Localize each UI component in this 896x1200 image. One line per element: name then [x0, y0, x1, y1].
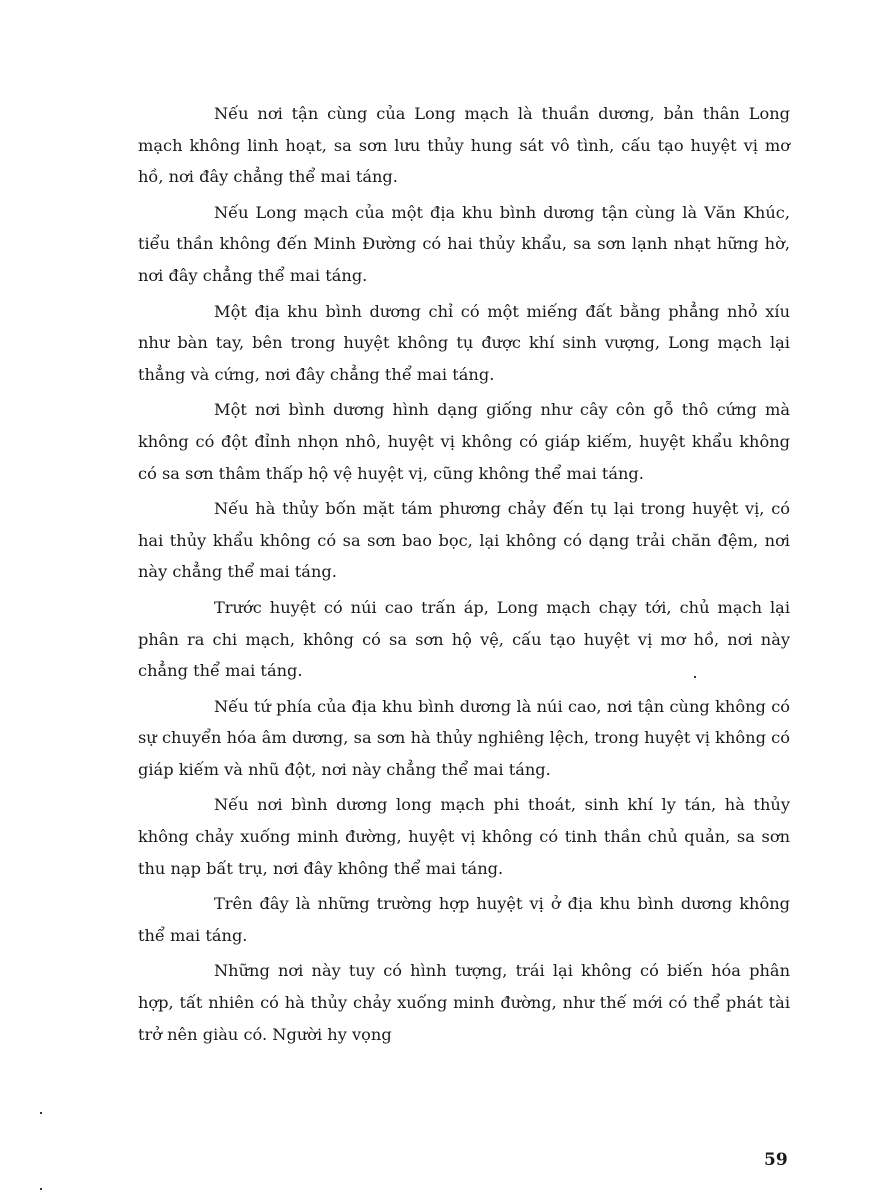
paragraph: Một địa khu bình dương chỉ có một miếng đất bằng phẳng nhỏ xíu như bàn tay, bên trong huyệt không tụ được khí sinh vượng, Long mạch lại thẳng và cứng, nơi đây chẳng thể mai táng. — [138, 301, 790, 384]
paragraph: Trước huyệt có núi cao trấn áp, Long mạch chạy tới, chủ mạch lại phân ra chi mạch, không có sa sơn hộ vệ, cấu tạo huyệt vị mơ hồ, nơi này chẳng thể mai táng. — [138, 597, 790, 681]
page-number: 59 — [764, 1150, 788, 1170]
paragraph: Nếu nơi tận cùng của Long mạch là thuần dương, bản thân Long mạch không linh hoạt, sa sơn lưu thủy hung sát vô tình, cấu tạo huyệt vị mơ hồ, nơi đây chẳng thể mai táng. — [138, 104, 790, 187]
paragraph: Trên đây là những trường hợp huyệt vị ở địa khu bình dương không thể mai táng. — [138, 894, 790, 945]
scan-speck — [40, 1188, 42, 1190]
paragraph: Một nơi bình dương hình dạng giống như cây côn gỗ thô cứng mà không có đột đỉnh nhọn nhô, huyệt vị không có giáp kiếm, huyệt khẩu không có sa sơn thâm thấp hộ vệ huyệt vị, cũng không thể mai táng. — [138, 400, 790, 483]
scan-speck — [694, 676, 696, 678]
paragraph: Nếu hà thủy bốn mặt tám phương chảy đến tụ lại trong huyệt vị, có hai thủy khẩu không có sa sơn bao bọc, lại không có dạng trải chăn đệm, nơi này chẳng thể mai táng. — [138, 499, 790, 582]
scan-speck — [40, 1112, 42, 1114]
paragraph: Nếu Long mạch của một địa khu bình dương tận cùng là Văn Khúc, tiểu thần không đến Minh Đường có hai thủy khẩu, sa sơn lạnh nhạt hững hờ, nơi đây chẳng thể mai táng. — [138, 202, 790, 285]
paragraph: Những nơi này tuy có hình tượng, trái lại không có biến hóa phân hợp, tất nhiên có hà thủy chảy xuống minh đường, như thế mới có thể phát tài trở nên giàu có. Người hy vọng — [138, 961, 790, 1044]
paragraph: Nếu tứ phía của địa khu bình dương là núi cao, nơi tận cùng không có sự chuyển hóa âm dương, sa sơn hà thủy nghiêng lệch, trong huyệt vị không có giáp kiếm và nhũ đột, nơi này chẳng thể mai táng. — [138, 696, 790, 779]
body-text — [138, 98, 790, 1054]
paragraph: Nếu nơi bình dương long mạch phi thoát, sinh khí ly tán, hà thủy không chảy xuống minh đường, huyệt vị không có tinh thần chủ quản, sa sơn thu nạp bất trụ, nơi đây không thể mai táng. — [138, 795, 790, 878]
